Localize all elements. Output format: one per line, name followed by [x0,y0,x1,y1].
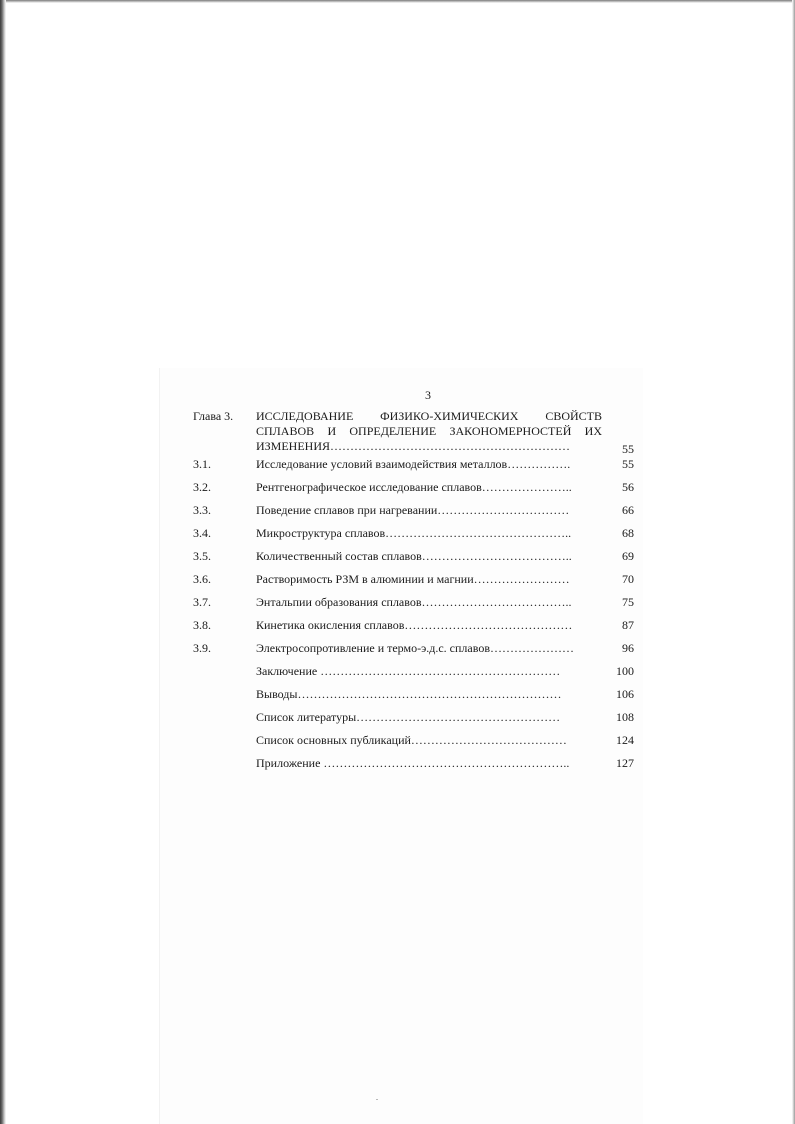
page-number: 3 [425,388,431,402]
toc-entry-title: Список основных публикаций………………………………… [256,733,567,747]
toc-entry-page: 75 [622,595,634,609]
chapter-number: Глава 3. [193,409,234,423]
chapter-title-line: СПЛАВОВ И ОПРЕДЕЛЕНИЕ ЗАКОНОМЕРНОСТЕЙ ИХ [256,424,602,438]
chapter-title [256,409,602,454]
toc-entry-page: 87 [622,618,634,632]
toc-entry-title: Электросопротивление и термо-э.д.с. сплавов………………… [256,641,574,655]
toc-entry-page: 108 [616,710,634,724]
toc-entry-page: 66 [622,503,634,517]
toc-entry-number: 3.6. [193,572,211,586]
toc-entry-page: 69 [622,549,634,563]
toc-entry-title: Выводы………………………………………………………… [256,687,562,701]
toc-entry-title: Исследование условий взаимодействия металлов……………. [256,457,571,471]
toc-entry-page: 96 [622,641,634,655]
toc-entry-page: 68 [622,526,634,540]
toc-entry-number: 3.9. [193,641,211,655]
toc-entry-page: 56 [622,480,634,494]
toc-entry-title: Кинетика окисления сплавов…………………………………… [256,618,573,632]
toc-entry-number: 3.5. [193,549,211,563]
toc-entry-number: 3.3. [193,503,211,517]
toc-entry-page: 106 [616,687,634,701]
scan-edge-left [0,0,6,1124]
chapter-title-line: ИЗМЕНЕНИЯ…………………………………………………… [256,439,571,453]
toc-entry-page: 55 [622,457,634,471]
toc-entry-title: Приложение …………………………………………………….. [256,756,570,770]
toc-entry-title: Заключение …………………………………………………… [256,664,561,678]
scan-edge-top [0,0,795,3]
chapter-page: 55 [622,442,634,456]
toc-entry-title: Поведение сплавов при нагревании…………………………… [256,503,570,517]
scan-speck [376,1099,378,1100]
toc-entry-number: 3.1. [193,457,211,471]
toc-entry-page: 70 [622,572,634,586]
toc-entry-number: 3.4. [193,526,211,540]
toc-entry-page: 127 [616,756,634,770]
toc-entry-number: 3.2. [193,480,211,494]
toc-entry-page: 124 [616,733,634,747]
toc-entry-title: Растворимость РЗМ в алюминии и магнии…………………… [256,572,570,586]
toc-entry-title: Список литературы…………………………………………… [256,710,561,724]
toc-entry-title: Количественный состав сплавов……………………………….. [256,549,572,563]
toc-entry-number: 3.8. [193,618,211,632]
toc-entry-title: Энтальпии образования сплавов……………………………….. [256,595,572,609]
toc-entry-number: 3.7. [193,595,211,609]
chapter-title-line: ИССЛЕДОВАНИЕ ФИЗИКО-ХИМИЧЕСКИХ СВОЙСТВ [256,409,602,423]
toc-entry-title: Микроструктура сплавов……………………………………….. [256,526,572,540]
toc-entry-title: Рентгенографическое исследование сплавов………………….. [256,480,572,494]
toc-entry-page: 100 [616,664,634,678]
